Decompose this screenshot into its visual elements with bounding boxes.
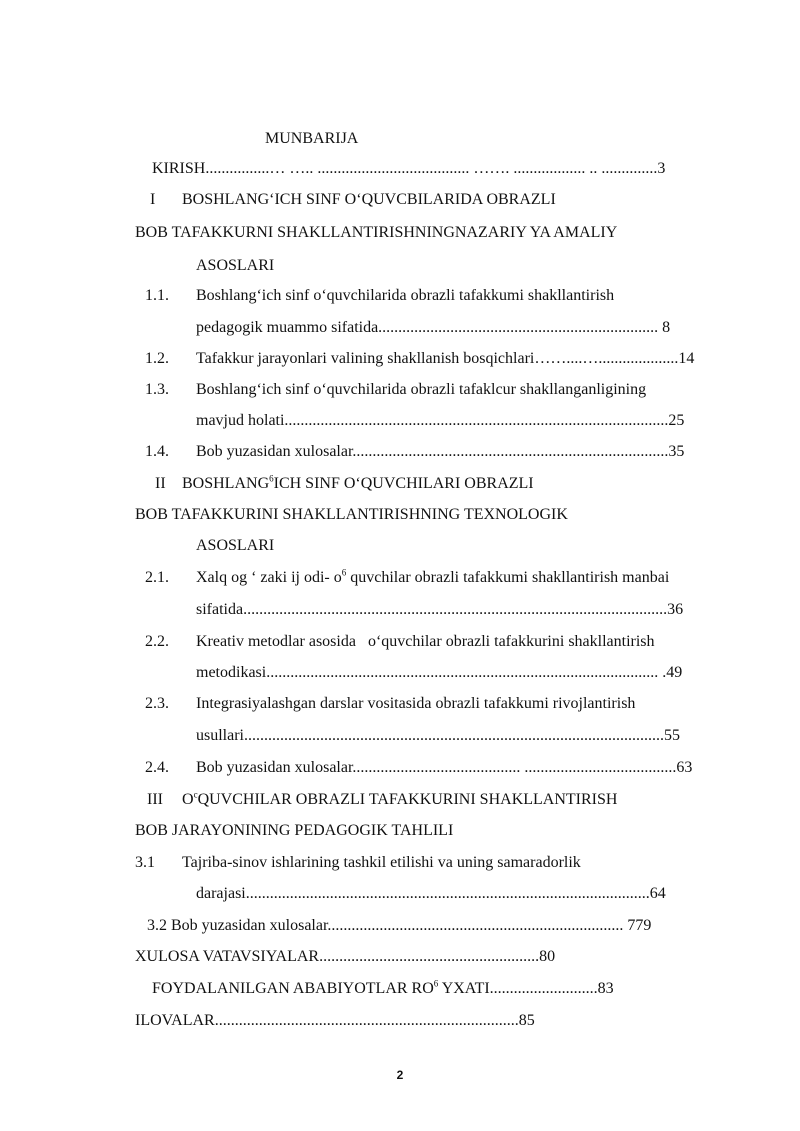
toc-text-part: BOSHLANG xyxy=(182,475,270,492)
toc-section-number: 1.3. xyxy=(145,381,169,398)
toc-text-part: YXATI...........................83 xyxy=(438,980,614,997)
toc-entry-ilovalar: ILOVALAR............................................................................85 xyxy=(135,1012,535,1029)
toc-chapter-title-cont: BOB TAFAKKURINI SHAKLLANTIRISHNING TEXNOLOGIK xyxy=(135,506,568,523)
toc-section-title-cont: metodikasi.................................................................................................. .49 xyxy=(196,664,683,681)
toc-section-title: Integrasiyalashgan darslar vositasida obrazli tafakkumi rivojlantirish xyxy=(196,695,636,712)
toc-entry-kirish: KIRISH................… ….. ...................................... ……. .................. .. ..............3 xyxy=(152,160,666,177)
toc-chapter-title: BOSHLANG‘ICH SINF O‘QUVCBILARIDA OBRAZLI xyxy=(182,191,556,208)
toc-section-number: 1.4. xyxy=(145,443,169,460)
toc-section-title-cont: usullari.........................................................................................................55 xyxy=(196,727,680,744)
toc-text-part: ICH SINF O‘QUVCHILARI OBRAZLI xyxy=(273,475,534,492)
toc-superscript: 6 xyxy=(433,978,439,989)
toc-text-part: FOYDALANILGAN ABABIYOTLAR RO xyxy=(152,980,434,997)
toc-text-part: QUVCHILAR OBRAZLI TAFAKKURINI SHAKLLANTIRISH xyxy=(197,791,618,808)
toc-section-3-2: 3.2 Bob yuzasidan xulosalar.......................................................................... 779 xyxy=(147,917,652,934)
toc-chapter-number: I xyxy=(150,191,156,208)
toc-section-title-cont: darajasi.....................................................................................................64 xyxy=(196,885,666,902)
toc-chapter-title-cont: ASOSLARI xyxy=(196,257,275,274)
toc-chapter-number: II xyxy=(155,475,166,492)
toc-text-part: Xalq og ‘ zaki ij odi- o xyxy=(196,569,342,586)
toc-section-title-cont: sifatida..........................................................................................................36 xyxy=(196,601,684,618)
toc-section-number: 3.1 xyxy=(135,854,155,871)
toc-section-number: 2.2. xyxy=(145,633,169,650)
page-title: MUNBARIJA xyxy=(265,130,359,147)
toc-section-number: 1.1. xyxy=(145,287,169,304)
toc-entry-xulosa: XULOSA VATAVSIYALAR.......................................................80 xyxy=(135,948,556,965)
toc-section-title: Tafakkur jarayonlari valining shakllanish bosqichlari……....…....................14 xyxy=(196,350,695,367)
toc-entry-references xyxy=(152,979,614,999)
toc-section-title xyxy=(196,568,669,588)
toc-chapter-title-cont: BOB JARAYONINING PEDAGOGIK TAHLILI xyxy=(135,822,454,839)
toc-section-title: Kreativ metodlar asosida o‘quvchilar obrazli tafakkurini shakllantirish xyxy=(196,633,655,650)
toc-section-title: Bob yuzasidan xulosalar...............................................................................35 xyxy=(196,443,685,460)
toc-section-title: Tajriba-sinov ishlarining tashkil etilishi va uning samaradorlik xyxy=(182,854,581,871)
page-number: 2 xyxy=(396,1068,404,1082)
toc-text-part: quvchilar obrazli tafakkumi shakllantirish manbai xyxy=(346,569,670,586)
toc-section-title: Boshlang‘ich sinf o‘quvchilarida obrazli tafakkumi shakllantirish xyxy=(196,287,615,304)
toc-section-title: Boshlang‘ich sinf o‘quvchilarida obrazli tafaklcur shakllanganligining xyxy=(196,381,647,398)
toc-section-title: Bob yuzasidan xulosalar.......................................... ......................................63 xyxy=(196,759,693,776)
toc-chapter-title xyxy=(182,790,617,810)
toc-section-number: 2.3. xyxy=(145,695,169,712)
toc-superscript: 6 xyxy=(269,473,274,484)
toc-superscript: c xyxy=(193,789,198,800)
toc-chapter-number: III xyxy=(147,791,163,808)
toc-chapter-title-cont: ASOSLARI xyxy=(196,537,275,554)
toc-section-title-cont: pedagogik muammo sifatida...................................................................... 8 xyxy=(196,319,671,336)
toc-text-part: O xyxy=(182,791,194,808)
toc-section-number: 2.4. xyxy=(145,759,169,776)
toc-section-title-cont: mavjud holati................................................................................................25 xyxy=(196,412,685,429)
toc-section-number: 2.1. xyxy=(145,569,169,586)
toc-chapter-title xyxy=(182,474,534,494)
toc-chapter-title-cont: BOB TAFAKKURNI SHAKLLANTIRISHNINGNAZARIY YA AMALIY xyxy=(135,224,618,241)
toc-superscript: 6 xyxy=(341,567,347,578)
toc-section-number: 1.2. xyxy=(145,350,169,367)
